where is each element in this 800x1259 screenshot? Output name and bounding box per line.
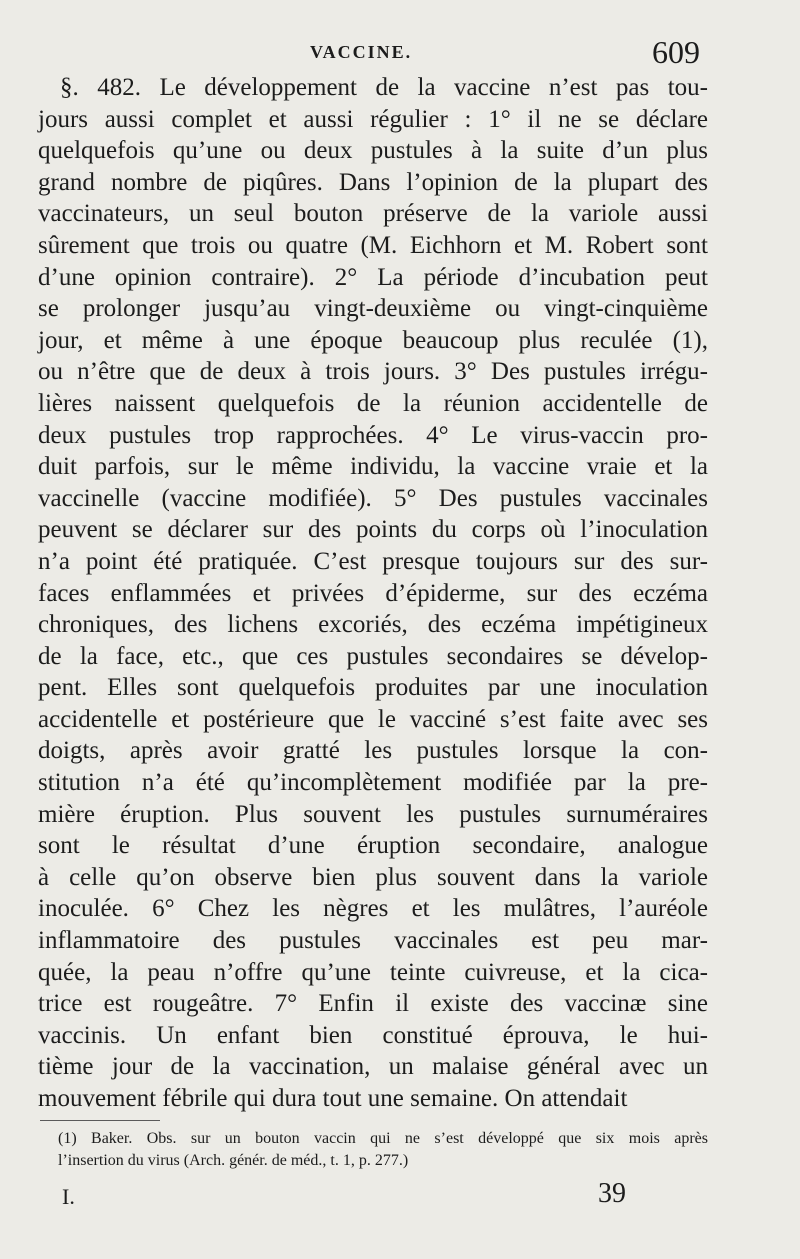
text-line: se prolonger jusqu’au vingt-deuxième ou vingt-cinquième <box>38 295 708 323</box>
text-line: ou n’être que de deux à trois jours. 3° Des pustules irrégu- <box>38 358 708 386</box>
text-line: duit parfois, sur le même individu, la vaccine vraie et la <box>38 453 708 481</box>
text-line: à celle qu’on observe bien plus souvent dans la variole <box>38 863 708 891</box>
text-line: vaccinateurs, un seul bouton préserve de la variole aussi <box>38 200 708 228</box>
text-line: inflammatoire des pustules vaccinales est peu mar- <box>38 927 708 955</box>
text-line: vaccinelle (vaccine modifiée). 5° Des pustules vaccinales <box>38 484 708 512</box>
text-line: tième jour de la vaccination, un malaise général avec un <box>38 1053 708 1081</box>
text-line: §. 482. Le développement de la vaccine n’est pas tou- <box>60 74 708 101</box>
text-line: jour, et même à une époque beaucoup plus reculée (1), <box>38 326 708 354</box>
footnote-line: (1) Baker. Obs. sur un bouton vaccin qui ne s’est développé que six mois après <box>58 1130 708 1147</box>
text-line: grand nombre de piqûres. Dans l’opinion de la plupart des <box>38 168 708 196</box>
footnote <box>58 1128 708 1172</box>
text-line: sont le résultat d’une éruption secondaire, analogue <box>38 832 708 860</box>
main-text <box>38 72 708 1115</box>
running-title: VACCINE. <box>310 42 413 62</box>
text-line: pent. Elles sont quelquefois produites par une inoculation <box>38 674 708 702</box>
text-line: deux pustules trop rapprochées. 4° Le virus-vaccin pro- <box>38 421 708 449</box>
text-line: jours aussi complet et aussi régulier : 1° il ne se déclare <box>38 105 708 133</box>
text-line: mière éruption. Plus souvent les pustules surnuméraires <box>38 800 708 828</box>
text-line: mouvement fébrile qui dura tout une semaine. On attendait <box>38 1085 628 1112</box>
text-line: n’a point été pratiquée. C’est presque toujours sur des sur- <box>38 547 708 575</box>
text-line: d’une opinion contraire). 2° La période d’incubation peut <box>38 263 708 291</box>
page-number: 609 <box>652 34 700 70</box>
footnote-divider <box>40 1120 160 1121</box>
text-line: doigts, après avoir gratté les pustules lorsque la con- <box>38 737 708 765</box>
folio-number: 39 <box>598 1178 626 1209</box>
text-line: stitution n’a été qu’incomplètement modifiée par la pre- <box>38 769 708 797</box>
text-line: accidentelle et postérieure que le vacciné s’est faite avec ses <box>38 705 708 733</box>
text-line: quelquefois qu’une ou deux pustules à la suite d’un plus <box>38 137 708 165</box>
text-line: faces enflammées et privées d’épiderme, sur des eczéma <box>38 579 708 607</box>
text-line: peuvent se déclarer sur des points du corps où l’inoculation <box>38 516 708 544</box>
text-line: de la face, etc., que ces pustules secondaires se dévelop- <box>38 642 708 670</box>
text-line: chroniques, des lichens excoriés, des eczéma impétigineux <box>38 611 708 639</box>
text-line: sûrement que trois ou quatre (M. Eichhorn et M. Robert sont <box>38 231 708 259</box>
text-line: quée, la peau n’offre qu’une teinte cuivreuse, et la cica- <box>38 958 708 986</box>
footnote-line: l’insertion du virus (Arch. génér. de méd., t. 1, p. 277.) <box>58 1152 409 1169</box>
text-line: trice est rougeâtre. 7° Enfin il existe des vaccinæ sine <box>38 990 708 1018</box>
text-line: lières naissent quelquefois de la réunion accidentelle de <box>38 389 708 417</box>
signature-mark: I. <box>62 1184 75 1209</box>
text-line: vaccinis. Un enfant bien constitué éprouva, le hui- <box>38 1021 708 1049</box>
text-line: inoculée. 6° Chez les nègres et les mulâtres, l’auréole <box>38 895 708 923</box>
